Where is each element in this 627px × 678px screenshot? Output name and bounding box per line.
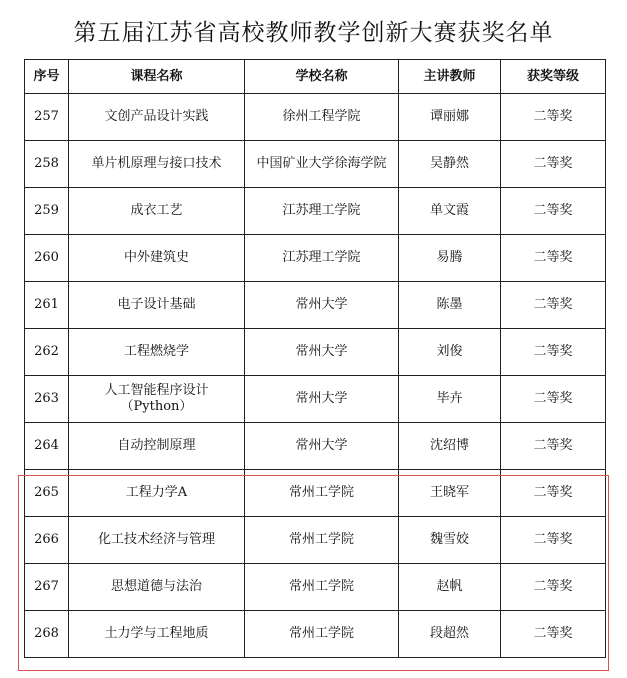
cell-number: 260 — [25, 235, 69, 282]
table-row — [25, 564, 606, 611]
cell-school: 江苏理工学院 — [245, 188, 399, 235]
cell-award: 二等奖 — [501, 611, 606, 658]
table-body — [25, 94, 606, 658]
table-row — [25, 376, 606, 423]
cell-award: 二等奖 — [501, 376, 606, 423]
cell-award: 二等奖 — [501, 517, 606, 564]
cell-school: 常州大学 — [245, 282, 399, 329]
table-row — [25, 141, 606, 188]
cell-course: 化工技术经济与管理 — [69, 517, 245, 564]
cell-number: 268 — [25, 611, 69, 658]
cell-school: 常州工学院 — [245, 564, 399, 611]
table-row — [25, 94, 606, 141]
cell-school: 中国矿业大学徐海学院 — [245, 141, 399, 188]
cell-number: 257 — [25, 94, 69, 141]
award-table — [24, 59, 606, 658]
cell-school: 江苏理工学院 — [245, 235, 399, 282]
table-row — [25, 517, 606, 564]
cell-number: 262 — [25, 329, 69, 376]
column-header-number: 序号 — [25, 60, 69, 94]
cell-award: 二等奖 — [501, 282, 606, 329]
cell-teacher: 魏雪姣 — [399, 517, 501, 564]
table-header-row — [25, 60, 606, 94]
cell-award: 二等奖 — [501, 141, 606, 188]
cell-teacher: 谭丽娜 — [399, 94, 501, 141]
cell-course: 文创产品设计实践 — [69, 94, 245, 141]
cell-teacher: 单文霞 — [399, 188, 501, 235]
cell-award: 二等奖 — [501, 94, 606, 141]
cell-teacher: 沈绍博 — [399, 423, 501, 470]
table-row — [25, 282, 606, 329]
cell-teacher: 段超然 — [399, 611, 501, 658]
cell-school: 常州工学院 — [245, 470, 399, 517]
cell-course: 成衣工艺 — [69, 188, 245, 235]
cell-teacher: 毕卉 — [399, 376, 501, 423]
cell-course: 工程力学A — [69, 470, 245, 517]
page-title: 第五届江苏省高校教师教学创新大赛获奖名单 — [73, 20, 554, 46]
column-header-award: 获奖等级 — [501, 60, 606, 94]
cell-teacher: 陈墨 — [399, 282, 501, 329]
column-header-course: 课程名称 — [69, 60, 245, 94]
cell-number: 266 — [25, 517, 69, 564]
cell-school: 常州大学 — [245, 423, 399, 470]
cell-course: 自动控制原理 — [69, 423, 245, 470]
cell-course: 人工智能程序设计 （Python） — [69, 376, 245, 423]
table-row — [25, 235, 606, 282]
cell-course: 单片机原理与接口技术 — [69, 141, 245, 188]
cell-course: 中外建筑史 — [69, 235, 245, 282]
cell-number: 258 — [25, 141, 69, 188]
cell-award: 二等奖 — [501, 423, 606, 470]
cell-school: 常州大学 — [245, 376, 399, 423]
table-row — [25, 188, 606, 235]
cell-number: 267 — [25, 564, 69, 611]
cell-number: 263 — [25, 376, 69, 423]
cell-award: 二等奖 — [501, 564, 606, 611]
table-row — [25, 470, 606, 517]
table-row — [25, 611, 606, 658]
cell-school: 常州工学院 — [245, 611, 399, 658]
cell-school: 徐州工程学院 — [245, 94, 399, 141]
column-header-teacher: 主讲教师 — [399, 60, 501, 94]
cell-award: 二等奖 — [501, 470, 606, 517]
cell-course: 思想道德与法治 — [69, 564, 245, 611]
cell-number: 265 — [25, 470, 69, 517]
cell-award: 二等奖 — [501, 329, 606, 376]
table-row — [25, 423, 606, 470]
cell-school: 常州大学 — [245, 329, 399, 376]
cell-award: 二等奖 — [501, 235, 606, 282]
cell-course: 土力学与工程地质 — [69, 611, 245, 658]
table-row — [25, 329, 606, 376]
cell-school: 常州工学院 — [245, 517, 399, 564]
cell-number: 259 — [25, 188, 69, 235]
cell-number: 261 — [25, 282, 69, 329]
cell-course: 电子设计基础 — [69, 282, 245, 329]
cell-teacher: 赵帆 — [399, 564, 501, 611]
cell-teacher: 吴静然 — [399, 141, 501, 188]
cell-teacher: 易腾 — [399, 235, 501, 282]
cell-course: 工程燃烧学 — [69, 329, 245, 376]
cell-teacher: 刘俊 — [399, 329, 501, 376]
column-header-school: 学校名称 — [245, 60, 399, 94]
cell-number: 264 — [25, 423, 69, 470]
cell-teacher: 王晓军 — [399, 470, 501, 517]
cell-award: 二等奖 — [501, 188, 606, 235]
